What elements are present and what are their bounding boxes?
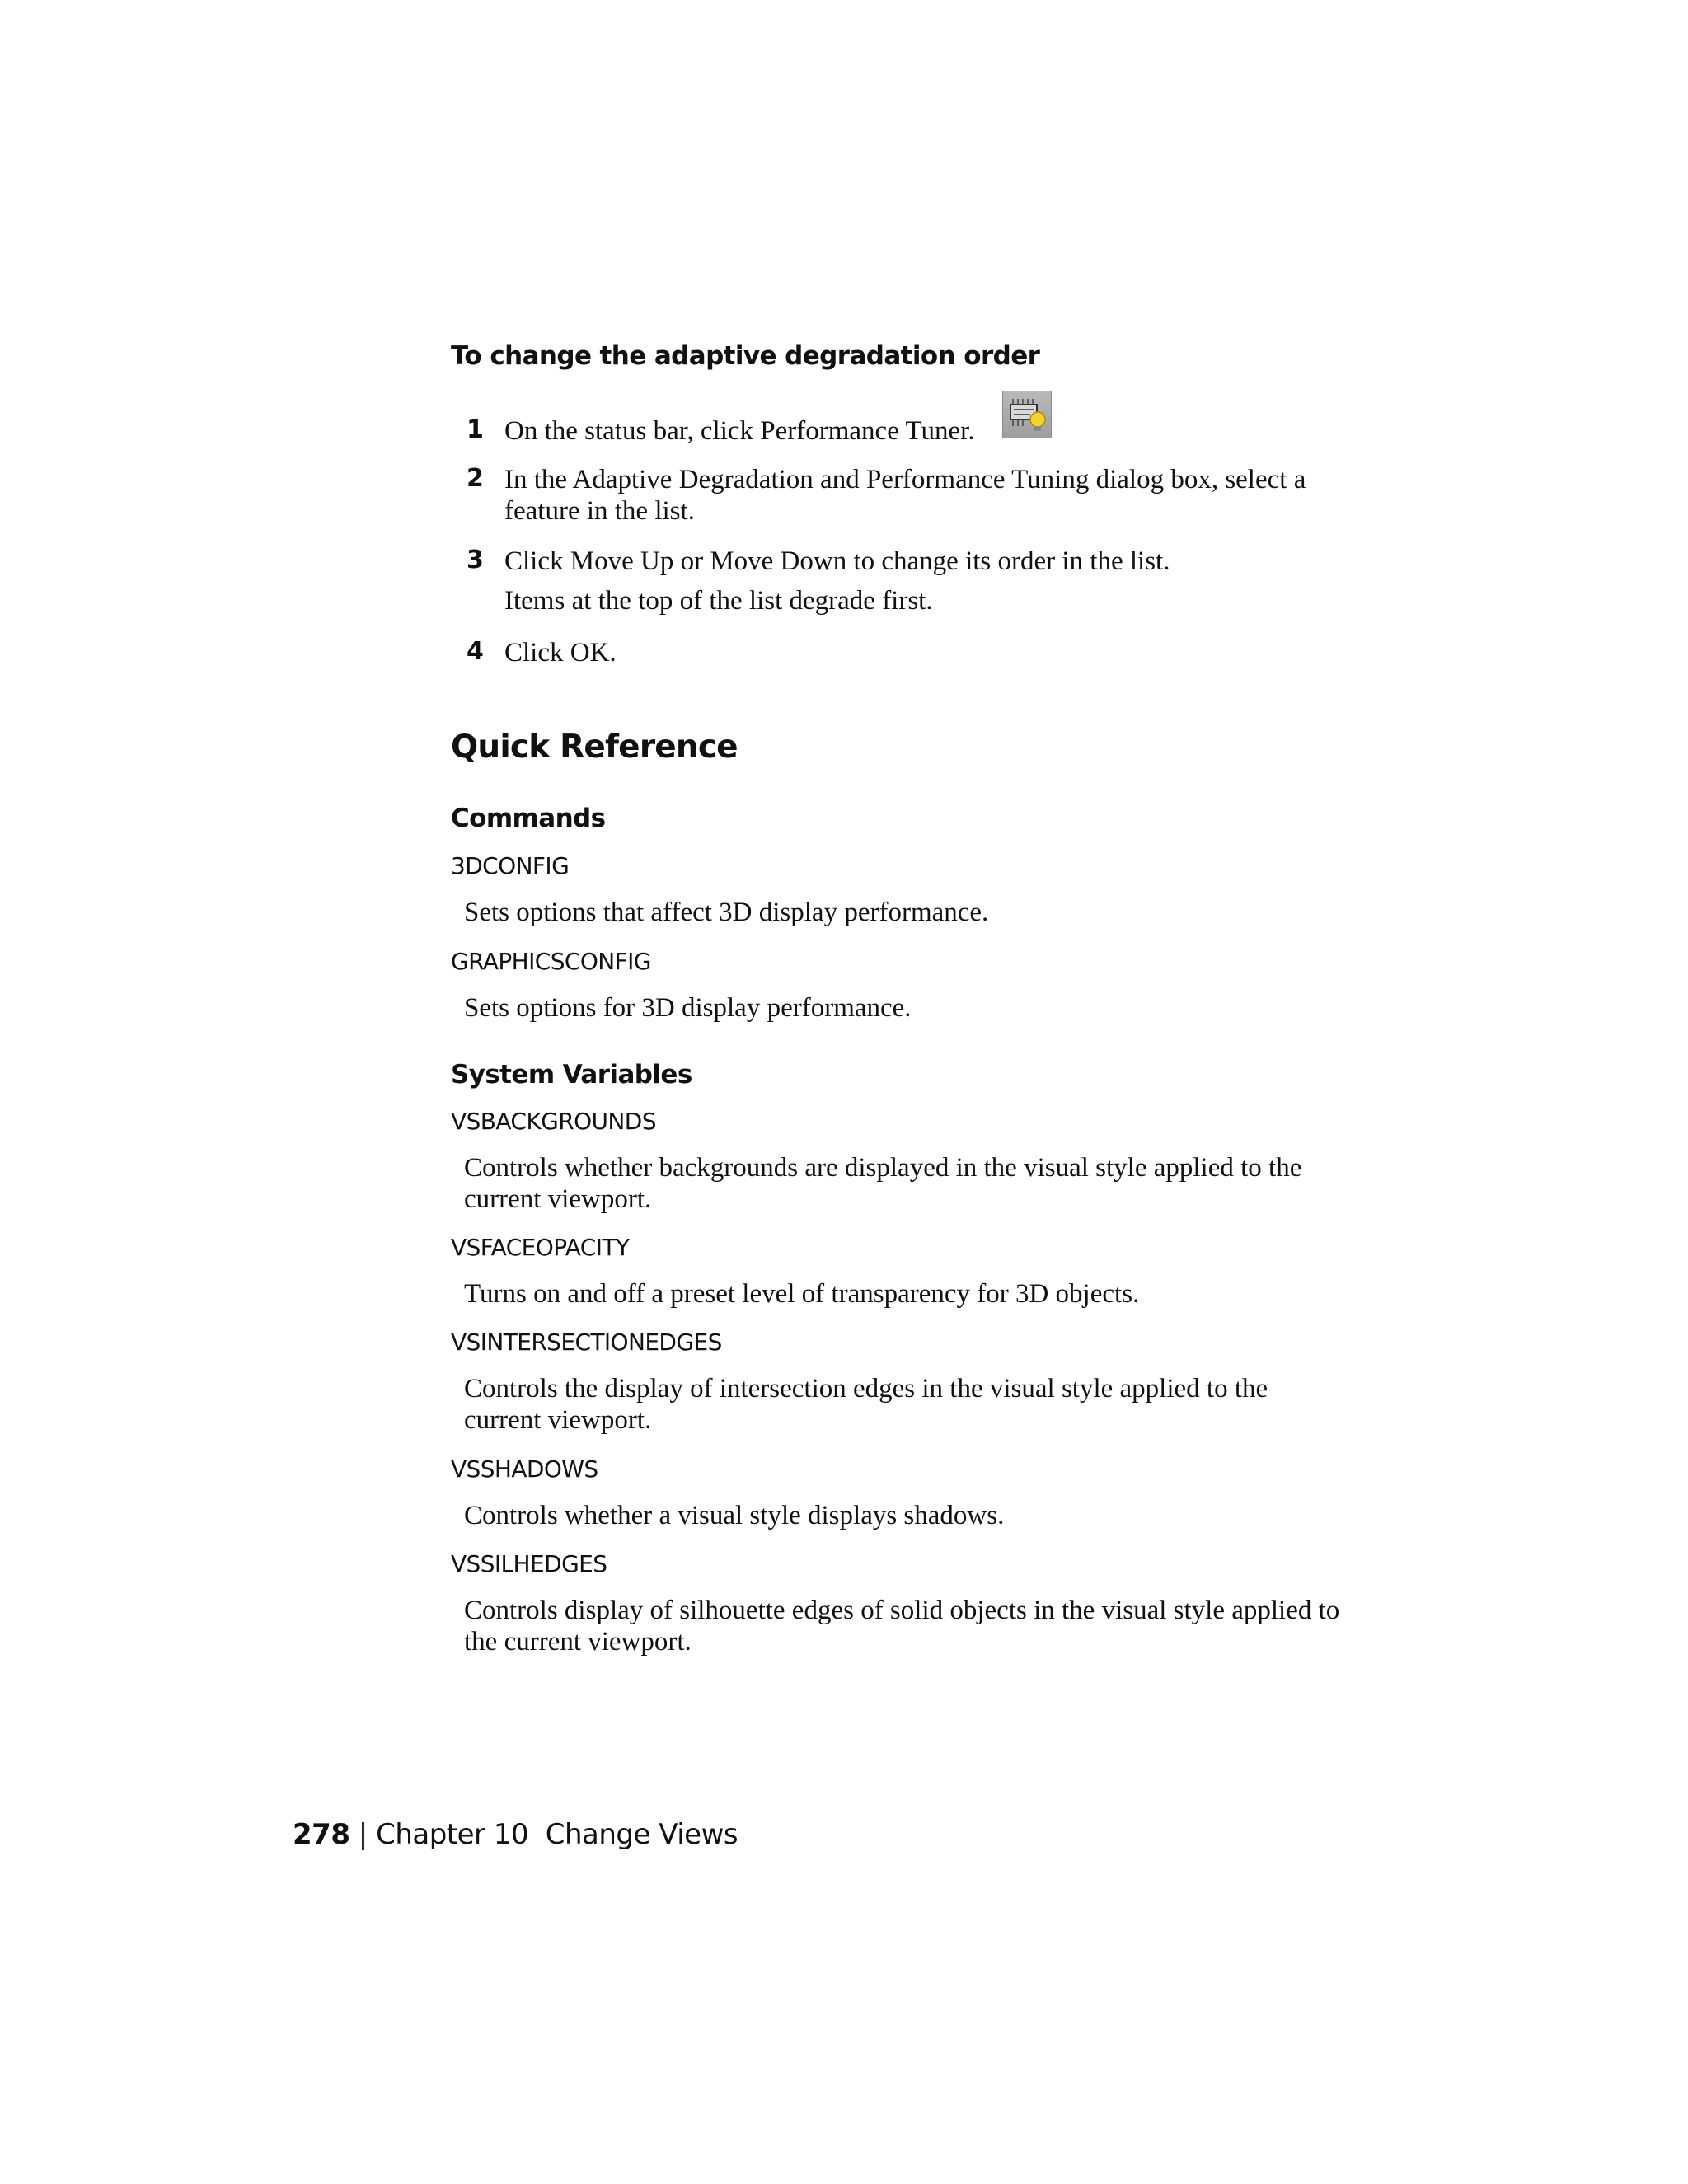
step-text: On the status bar, click Performance Tuner. — [504, 416, 975, 446]
sysvar-term: VSSHADOWS — [451, 1455, 598, 1483]
footer-chapter-title: Change Views — [545, 1818, 738, 1851]
step-number: 1 — [467, 415, 484, 444]
quick-reference-title: Quick Reference — [451, 729, 738, 766]
sysvar-term: VSFACEOPACITY — [451, 1234, 630, 1261]
step-text: Click OK. — [504, 638, 617, 668]
performance-tuner-icon — [1002, 391, 1052, 438]
command-term: 3DCONFIG — [451, 852, 570, 879]
procedure-heading: To change the adaptive degradation order — [451, 341, 1040, 371]
sysvar-term: VSBACKGROUNDS — [451, 1108, 656, 1135]
command-term: GRAPHICSCONFIG — [451, 948, 651, 975]
command-description: Sets options that affect 3D display performance. — [464, 898, 989, 927]
sysvar-description: Controls the display of intersection edges in the visual style applied to the current viewport. — [464, 1374, 1268, 1435]
sysvar-description: Turns on and off a preset level of transparency for 3D objects. — [464, 1279, 1140, 1309]
commands-heading: Commands — [451, 804, 606, 833]
footer-chapter: Chapter 10 — [376, 1818, 529, 1851]
step-number: 3 — [467, 546, 484, 574]
page-footer — [293, 1818, 738, 1851]
command-description: Sets options for 3D display performance. — [464, 993, 912, 1023]
step-note: Items at the top of the list degrade first. — [504, 586, 933, 616]
footer-separator: | — [358, 1818, 368, 1851]
sysvar-term: VSSILHEDGES — [451, 1550, 607, 1577]
sysvar-description: Controls whether a visual style displays shadows. — [464, 1501, 1005, 1530]
sysvar-description: Controls whether backgrounds are displayed in the visual style applied to the current viewport. — [464, 1153, 1302, 1214]
sysvar-term: VSINTERSECTIONEDGES — [451, 1329, 722, 1356]
step-text: In the Adaptive Degradation and Performance Tuning dialog box, select a feature in the list. — [504, 465, 1306, 526]
step-text: Click Move Up or Move Down to change its order in the list. — [504, 546, 1170, 576]
system-variables-heading: System Variables — [451, 1060, 692, 1090]
sysvar-description: Controls display of silhouette edges of solid objects in the visual style applied to the current viewport. — [464, 1596, 1340, 1657]
page-number: 278 — [293, 1818, 350, 1851]
step-number: 2 — [467, 464, 484, 493]
step-number: 4 — [467, 637, 484, 666]
